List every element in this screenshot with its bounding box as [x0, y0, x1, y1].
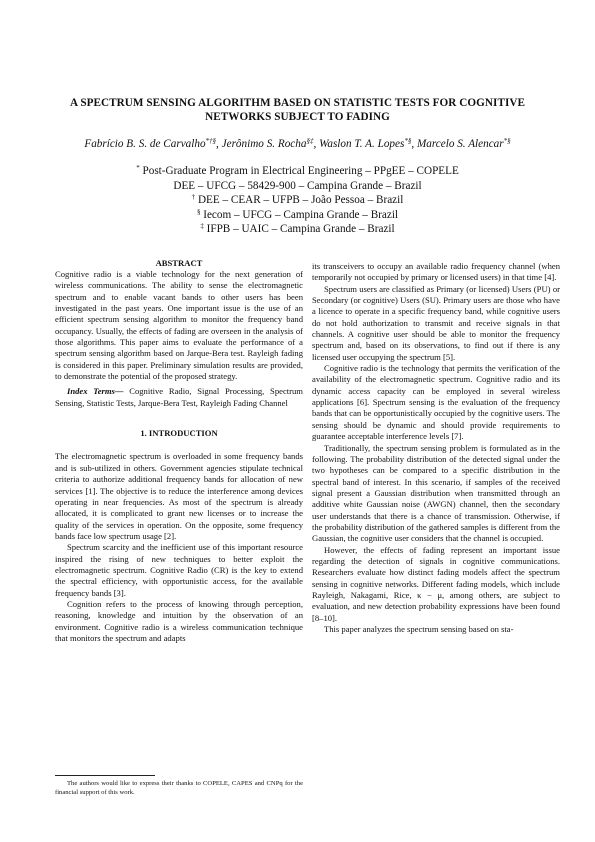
affiliation-text: Iecom – UFCG – Campina Grande – Brazil — [203, 208, 399, 221]
author-name: Jerônimo S. Rocha — [221, 138, 307, 150]
affiliation-text: IFPB – UAIC – Campina Grande – Brazil — [206, 223, 395, 236]
affiliation-text: DEE – UFCG – 58429-900 – Campina Grande – Brazil — [173, 179, 422, 192]
intro-paragraph: The electromagnetic spectrum is overloaded in some frequency bands and is sub-utilized in others. Government agencies stipulate technical criteria to authorize additional frequency bands for allocation of new services [1]. The objective is to reduce the interference among devices operating in near frequencies. As most of the spectrum is already allocated, it is complicated to grant new licenses or to increase the quality of the services in operation. On the opposite, some frequency bands face low spectrum usage [2]. — [55, 451, 303, 541]
abstract-body: Cognitive radio is a viable technology for the next generation of wireless communications. The ability to sense the electromagnetic spectrum and to enable vacant bands to other users has been investigated in the past years. One important issue is the use of an efficient spectrum sensing algorithm to monitor the frequency band occupancy. Usually, the effects of fading are overseen in the analysis of those algorithms. This paper aims to evaluate the performance of a spectrum sensing algorithm based on Jarque-Bera test. Rayleigh fading is considered in this paper. Preliminary simulation results are provided, to demonstrate the potential of the proposed strategy. — [55, 269, 303, 382]
affiliation-text: Post-Graduate Program in Electrical Engineering – PPgEE – COPELE — [142, 165, 459, 177]
author-name: Marcelo S. Alencar — [416, 138, 504, 150]
index-terms — [55, 386, 303, 409]
author-affil-marks: §‡ — [306, 137, 314, 145]
author-affil-marks: *†§ — [205, 137, 217, 145]
author-list: Fabrício B. S. de Carvalho*†§, Jerônimo S. Rocha§‡, Waslon T. A. Lopes*§, Marcelo S. Alencar*§ — [84, 137, 511, 150]
section-heading-introduction: 1. INTRODUCTION — [140, 428, 218, 439]
affiliation-mark: ‡ — [200, 222, 204, 231]
right-column — [312, 261, 560, 635]
body-paragraph: Cognitive radio is the technology that permits the verification of the availability of the electromagnetic spectrum. Cognitive radio and its dynamic access capacity can be employed in several wireless applications [6]. Spectrum sensing is the evaluation of the frequency bands that can be opportunistically occupied by the cognitive users. The sensing should be dynamic and should provide requirements to guarantee acceptable interference levels [7]. — [312, 363, 560, 442]
affiliation-mark: § — [196, 207, 201, 216]
body-paragraph: However, the effects of fading represent an important issue regarding the detection of signals in cognitive communications. Researchers evaluate how distinct fading models affect the spectrum sensing in cognitive networks. Different fading models, which include Rayleigh, Nakagami, Rice, κ − μ, among others, are subject to evaluation, and new detection probability expressions have been found [8–10]. — [312, 544, 560, 623]
footnote: The authors would like to express their thanks to COPELE, CAPES and CNPq for the financial support of this work. — [55, 780, 303, 796]
affiliation-text: DEE – CEAR – UFPB – João Pessoa – Brazil — [197, 194, 404, 207]
author-affil-marks: *§ — [404, 137, 412, 145]
paper-title — [40, 96, 555, 124]
affiliation-line — [40, 222, 555, 237]
body-paragraph: Traditionally, the spectrum sensing problem is formulated as in the following. The probability distribution of the detected signal under the two hypotheses can be compared to a specific distribution in the spectral band of interest. In this scenario, if samples of the received signal present a Gaussian distribution when transmitted through an additive white Gaussian noise (AWGN) channel, then the secondary user understands that there is a chance of transmission. Otherwise, if the probability distribution of the gathered samples is different from the Gaussian, the cognitive user considers that the channel is occupied. — [312, 442, 560, 544]
left-column — [55, 258, 303, 644]
affiliation-mark: * — [136, 164, 140, 172]
author-name: Fabrício B. S. de Carvalho — [84, 138, 206, 150]
abstract-heading: ABSTRACT — [155, 258, 203, 268]
title-line-2: NETWORKS SUBJECT TO FADING — [205, 111, 390, 123]
affiliation-list — [40, 164, 555, 237]
index-terms-text: Cognitive Radio, Signal Processing, Spectrum Sensing, Statistic Tests, Jarque-Bera Test, Rayleigh Fading Channel — [55, 386, 303, 408]
intro-paragraph: Spectrum scarcity and the inefficient use of this important resource inspired the rising of new techniques to better exploit the electromagnetic spectrum. Cognitive Radio (CR) is the key to extend the spectral efficiency, with opportunistic access, for the available frequency bands [3]. — [55, 542, 303, 598]
affiliation-line — [40, 179, 555, 194]
body-paragraph: its transceivers to occupy an available radio frequency channel (when temporarily not occupied by primary or licensed users) in that time [4]. — [312, 261, 560, 283]
author-name: Waslon T. A. Lopes — [319, 138, 405, 150]
title-line-1: A SPECTRUM SENSING ALGORITHM BASED ON STATISTIC TESTS FOR COGNITIVE — [70, 97, 525, 109]
index-terms-label: Index Terms— — [67, 386, 124, 397]
affiliation-line — [40, 193, 555, 208]
body-paragraph: Spectrum users are classified as Primary (or licensed) Users (PU) or Secondary (or cognitive) Users (SU). Primary users are those who have a licence to operate in a specific frequency band, while cognitive users do not hold authorization to transmit and receive signals in that channels. A cognitive user should be able to monitor the frequency spectrum and, based on its observations, to find out if there is any licensed user occupying the spectrum [5]. — [312, 283, 560, 362]
affiliation-line — [40, 208, 555, 223]
footnote-divider — [55, 775, 155, 776]
author-affil-marks: *§ — [503, 137, 511, 145]
affiliation-mark: † — [191, 193, 196, 202]
intro-paragraph: Cognition refers to the process of knowing through perception, reasoning, knowledge and intuition by the observation of an environment. Cognitive radio is a wireless communication technique that monitors the spectrum and adapts — [55, 598, 303, 643]
body-paragraph: This paper analyzes the spectrum sensing based on sta- — [324, 624, 514, 634]
affiliation-line — [40, 164, 555, 179]
